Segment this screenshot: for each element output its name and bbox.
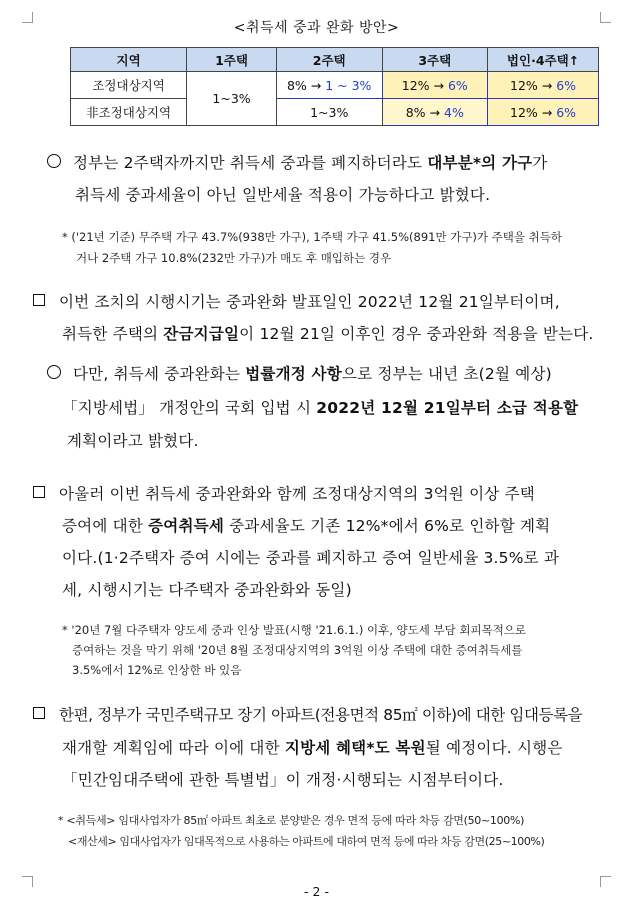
corp-rate-cell: 12% → 6% — [488, 72, 599, 99]
footnote-line: * <취득세> 임대사업자가 85㎡ 아파트 최초로 분양받은 경우 면적 등에 따라 차등 감면(50~100%) — [58, 814, 525, 827]
table-row — [71, 99, 599, 126]
square-bullet-icon — [33, 486, 45, 498]
paragraph-line: 다만, 취득세 중과완화는 법률개정 사항으로 정부는 내년 초(2월 예상) — [47, 362, 552, 384]
page-number: - 2 - — [304, 884, 329, 899]
header-corp-4house: 법인·4주택↑ — [488, 48, 599, 72]
paragraph-line: 계획이라고 밝혔다. — [67, 432, 199, 450]
paragraph-line: 증여에 대한 증여취득세 중과세율도 기존 12%*에서 6%로 인하할 계획 — [62, 517, 551, 535]
footnote-line: * '20년 7월 다주택자 양도세 중과 인상 발표(시행 '21.6.1.) 이후, 양도세 부담 회피목적으로 — [62, 623, 527, 637]
circle-bullet-icon — [47, 154, 61, 168]
paragraph-line: 세, 시행시기는 다주택자 중과완화와 동일) — [62, 581, 352, 599]
footnote-line: * ('21년 기준) 무주택 가구 43.7%(938만 가구), 1주택 가구 41.5%(891만 가구)가 주택을 취득하 — [62, 230, 562, 244]
region-cell: 조정대상지역 — [71, 72, 187, 99]
footnote-line: 거나 2주택 가구 10.8%(232만 가구)가 매도 후 매입하는 경우 — [76, 251, 392, 265]
region-cell: 非조정대상지역 — [71, 99, 187, 126]
paragraph-line: 아울러 이번 취득세 중과완화와 함께 조정대상지역의 3억원 이상 주택 — [33, 482, 535, 504]
paragraph-line: 「민간임대주택에 관한 특별법」이 개정·시행되는 시점부터이다. — [62, 771, 504, 789]
square-bullet-icon — [33, 294, 45, 306]
paragraph-line: 이다.(1·2주택자 증여 시에는 중과를 폐지하고 증여 일반세율 3.5%로 과 — [62, 549, 560, 567]
paragraph-line: 취득한 주택의 잔금지급일이 12월 21일 이후인 경우 중과완화 적용을 받는다. — [62, 325, 594, 343]
paragraph-line: 재개할 계획임에 따라 이에 대한 지방세 혜택*도 복원될 예정이다. 시행은 — [62, 739, 563, 757]
paragraph-line: 이번 조치의 시행시기는 중과완화 발표일인 2022년 12월 21일부터이며, — [33, 290, 560, 312]
paragraph-line: 정부는 2주택자까지만 취득세 중과를 폐지하더라도 대부분*의 가구가 — [47, 151, 547, 173]
paragraph-line: 한편, 정부가 국민주택규모 장기 아파트(전용면적 85㎡ 이하)에 대한 임대등록을 — [33, 703, 582, 725]
table-header-row — [71, 48, 599, 72]
paragraph-line: 취득세 중과세율이 아닌 일반세율 적용이 가능하다고 밝혔다. — [75, 186, 491, 204]
2house-rate-cell: 8% → 1 ~ 3% — [276, 72, 382, 99]
header-2house: 2주택 — [276, 48, 382, 72]
2house-rate-cell: 1~3% — [276, 99, 382, 126]
table-title: <취득세 중과 완화 방안> — [233, 20, 400, 36]
footnote-line: <재산세> 임대사업자가 임대목적으로 사용하는 아파트에 대하여 면적 등에 따라 차등 감면(25~100%) — [68, 835, 545, 848]
circle-bullet-icon — [47, 365, 61, 379]
header-3house: 3주택 — [382, 48, 488, 72]
footnote-line: 증여하는 것을 막기 위해 '20년 8월 조정대상지역의 3억원 이상 주택에 대한 증여취득세를 — [72, 643, 523, 657]
header-region: 지역 — [71, 48, 187, 72]
header-1house: 1주택 — [187, 48, 277, 72]
1house-rate-cell: 1~3% — [187, 72, 277, 126]
square-bullet-icon — [33, 707, 45, 719]
3house-rate-cell: 8% → 4% — [382, 99, 488, 126]
paragraph-line: 「지방세법」 개정안의 국회 입법 시 2022년 12월 21일부터 소급 적용할 — [62, 399, 579, 417]
corp-rate-cell: 12% → 6% — [488, 99, 599, 126]
tax-table — [70, 47, 599, 126]
footnote-line: 3.5%에서 12%로 인상한 바 있음 — [72, 663, 242, 677]
3house-rate-cell: 12% → 6% — [382, 72, 488, 99]
table-row — [71, 72, 599, 99]
